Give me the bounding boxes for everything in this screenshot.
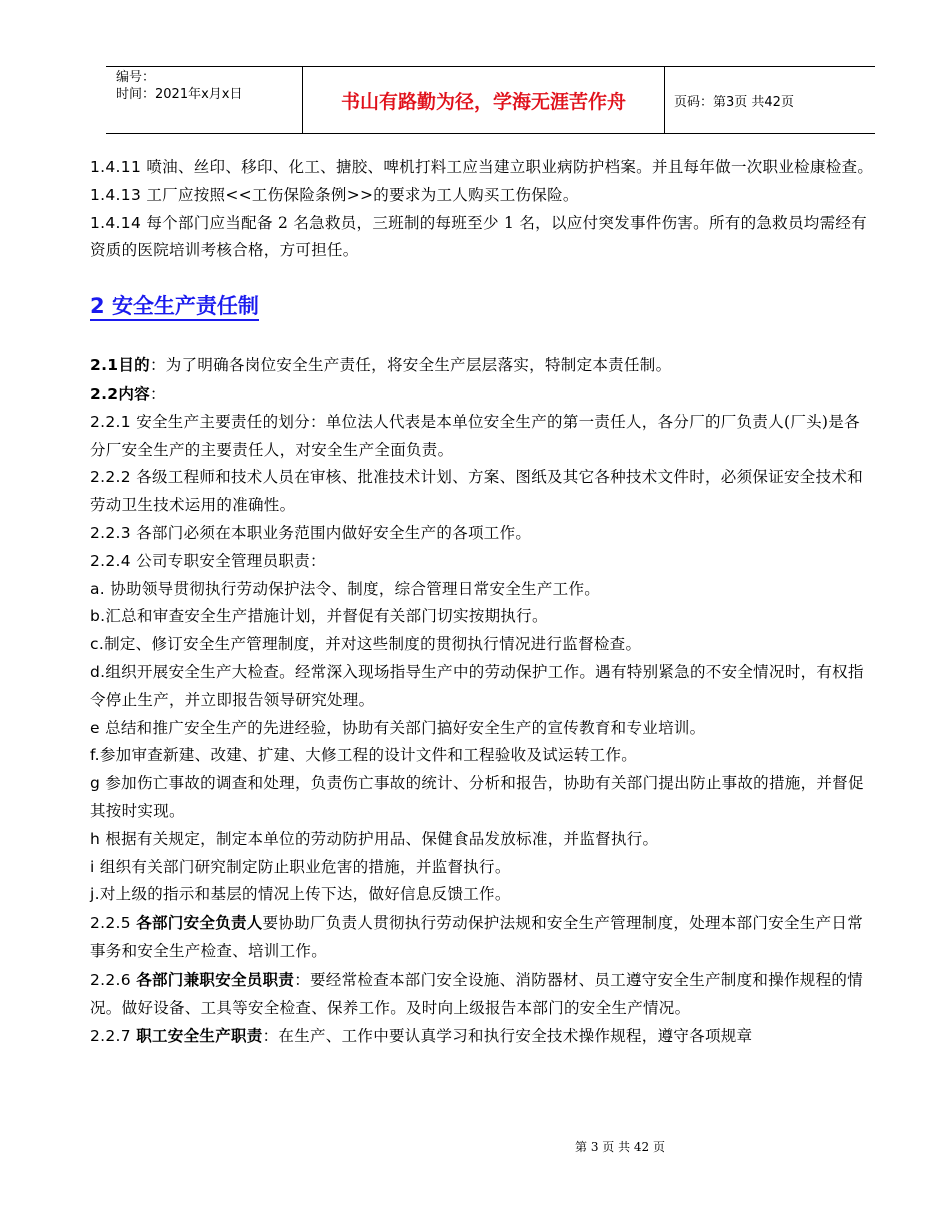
list-item-text: 根据有关规定，制定本单位的劳动防护用品、保健食品发放标准，并监督执行。 bbox=[100, 829, 659, 848]
list-item-key: c. bbox=[90, 635, 105, 654]
paragraph bbox=[90, 909, 875, 966]
paragraph-number: 1.4.13 bbox=[90, 185, 142, 204]
list-item-key: a. bbox=[90, 579, 106, 598]
list-item bbox=[90, 826, 875, 854]
paragraph-text: ：在生产、工作中要认真学习和执行安全技术操作规程，遵守各项规章 bbox=[262, 1027, 753, 1046]
list-item-key: j. bbox=[90, 885, 100, 904]
paragraph-label: 目的 bbox=[118, 355, 150, 375]
paragraph-text: 喷油、丝印、移印、化工、搪胶、啤机打料工应当建立职业病防护档案。并且每年做一次职业检康检查。 bbox=[146, 158, 874, 176]
list-item-key: b. bbox=[90, 607, 106, 626]
list-item-text: 组织有关部门研究制定防止职业危害的措施，并监督执行。 bbox=[94, 857, 511, 876]
list-item-key: g bbox=[90, 774, 101, 793]
section-heading bbox=[90, 291, 875, 321]
section-title: 安全生产责任制 bbox=[111, 294, 259, 319]
list-item-key: i bbox=[90, 857, 95, 876]
list-item-text: 对上级的指示和基层的情况上传下达，做好信息反馈工作。 bbox=[99, 885, 511, 904]
list-item-key: e bbox=[90, 718, 100, 737]
paragraph-text: ： bbox=[149, 384, 166, 403]
paragraph-label: 各部门安全负责人 bbox=[136, 913, 263, 933]
time-label: 时间：2021年x月x日 bbox=[116, 87, 243, 102]
paragraph bbox=[90, 464, 875, 520]
list-item bbox=[90, 854, 875, 882]
list-item bbox=[90, 659, 875, 715]
list-item-text: 组织开展安全生产大检查。经常深入现场指导生产中的劳动保护工作。遇有特别紧急的不安全情况时，有权指令停止生产，并立即报告领导研究处理。 bbox=[90, 662, 864, 709]
paragraph bbox=[90, 182, 875, 210]
serial-label: 编号： bbox=[116, 70, 156, 85]
list-item bbox=[90, 742, 875, 770]
section-number: 2 bbox=[90, 294, 105, 319]
list-item-text: 汇总和审查安全生产措施计划，并督促有关部门切实按期执行。 bbox=[105, 607, 548, 626]
paragraph bbox=[90, 380, 875, 409]
paragraph-label: 内容 bbox=[118, 383, 150, 403]
paragraph-number: 2.2.3 bbox=[90, 523, 131, 542]
list-item-text: 制定、修订安全生产管理制度，并对这些制度的贯彻执行情况进行监督检查。 bbox=[104, 635, 642, 654]
paragraph-label: 职工安全生产职责 bbox=[136, 1026, 263, 1046]
paragraph-text: 公司专职安全管理员职责： bbox=[136, 551, 326, 570]
list-item bbox=[90, 603, 875, 631]
paragraph-text: 安全生产主要责任的划分：单位法人代表是本单位安全生产的第一责任人，各分厂的厂负责人(厂头)是各分厂安全生产的主要责任人，对安全生产全面负责。 bbox=[90, 412, 860, 459]
page-header bbox=[106, 66, 875, 134]
paragraph-number: 2.2.7 bbox=[90, 1027, 131, 1046]
list-item bbox=[90, 881, 875, 909]
paragraph-number: 2.2.1 bbox=[90, 412, 131, 431]
list-item-key: h bbox=[90, 829, 101, 848]
list-item bbox=[90, 770, 875, 826]
list-item-text: 协助领导贯彻执行劳动保护法令、制度，综合管理日常安全生产工作。 bbox=[105, 579, 601, 598]
paragraph-number: 2.2.5 bbox=[90, 914, 131, 933]
paragraph-text: 工厂应按照<<工伤保险条例>>的要求为工人购买工伤保险。 bbox=[146, 185, 579, 204]
paragraph bbox=[90, 548, 875, 576]
list-item bbox=[90, 715, 875, 743]
header-meta bbox=[106, 67, 302, 133]
paragraph-text: 每个部门应当配备 2 名急救员，三班制的每班至少 1 名，以应付突发事件伤害。所有的急救员均需经有资质的医院培训考核合格，方可担任。 bbox=[90, 213, 867, 260]
header-page-label: 页码：第3页 共42页 bbox=[674, 94, 794, 110]
list-item-text: 总结和推广安全生产的先进经验，协助有关部门搞好安全生产的宣传教育和专业培训。 bbox=[99, 718, 706, 737]
paragraph-number: 2.2 bbox=[90, 384, 119, 403]
paragraph-label: 各部门兼职安全员职责 bbox=[136, 969, 295, 989]
list-item bbox=[90, 631, 875, 659]
paragraph-number: 2.1 bbox=[90, 356, 119, 375]
paragraph-text: 各部门必须在本职业务范围内做好安全生产的各项工作。 bbox=[136, 523, 532, 542]
paragraph-number: 1.4.11 bbox=[90, 158, 142, 176]
paragraph-text: ：要经常检查本部门安全设施、消防器材、员工遵守安全生产制度和操作规程的情况。做好设备、工具等安全检查、保养工作。及时向上级报告本部门的安全生产情况。 bbox=[90, 970, 864, 1017]
list-item-key: f. bbox=[90, 746, 100, 765]
list-item-key: d. bbox=[90, 662, 106, 681]
paragraph bbox=[90, 154, 875, 182]
duties-list bbox=[90, 576, 875, 910]
paragraph-text: 要协助厂负责人贯彻执行劳动保护法规和安全生产管理制度，处理本部门安全生产日常事务和安全生产检查、培训工作。 bbox=[90, 914, 863, 960]
list-item bbox=[90, 576, 875, 604]
paragraph-number: 2.2.2 bbox=[90, 468, 131, 487]
paragraph-text: ：为了明确各岗位安全生产责任，将安全生产层层落实，特制定本责任制。 bbox=[149, 356, 672, 375]
paragraph bbox=[90, 210, 875, 266]
paragraph-number: 2.2.6 bbox=[90, 970, 131, 989]
header-motto: 书山有路勤为径，学海无涯苦作舟 bbox=[302, 67, 665, 133]
paragraph bbox=[90, 409, 875, 465]
paragraph-number: 1.4.14 bbox=[90, 213, 142, 232]
paragraph bbox=[90, 351, 875, 380]
list-item-text: 参加伤亡事故的调查和处理，负责伤亡事故的统计、分析和报告，协助有关部门提出防止事故的措施，并督促其按时实现。 bbox=[90, 774, 864, 820]
list-item-text: 参加审查新建、改建、扩建、大修工程的设计文件和工程验收及试运转工作。 bbox=[99, 746, 638, 765]
paragraph-number: 2.2.4 bbox=[90, 551, 131, 570]
paragraph bbox=[90, 1022, 875, 1051]
page-footer: 第 3 页 共 42 页 bbox=[575, 1140, 665, 1154]
paragraph-text: 各级工程师和技术人员在审核、批准技术计划、方案、图纸及其它各种技术文件时，必须保证安全技术和劳动卫生技术运用的准确性。 bbox=[90, 468, 863, 515]
paragraph bbox=[90, 966, 875, 1023]
paragraph bbox=[90, 520, 875, 548]
document-body bbox=[90, 154, 875, 1051]
